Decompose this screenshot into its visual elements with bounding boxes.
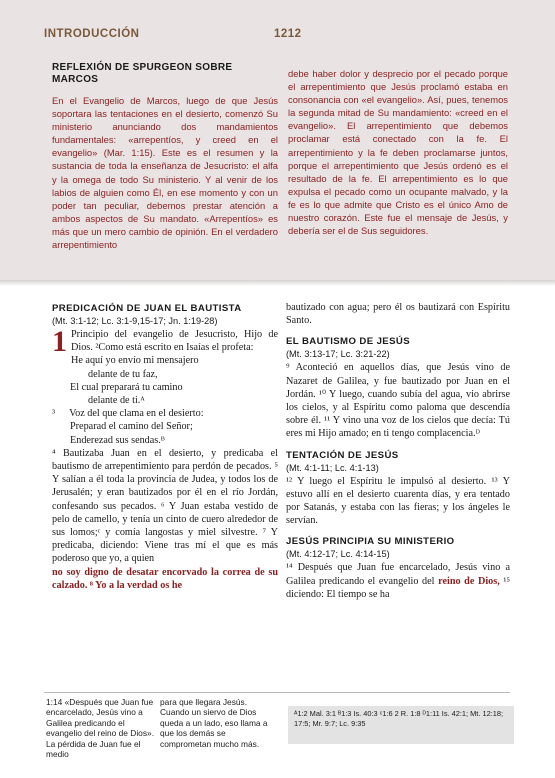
section-title: INTRODUCCIÓN: [44, 28, 140, 40]
study-note-cont: para que llegara Jesús. Cuando un siervo de Dios queda a un lado, eso llama a que los demás se comprometan mucho más.: [160, 697, 268, 749]
quote-line: He aquí yo envío mi mensajero: [71, 355, 199, 367]
chapter-number: 1: [52, 325, 67, 358]
verse-9: ⁹ Aconteció en aquellos días, que Jesús vino de Nazaret de Galilea, y fue bautizado por Juan en el Jordán. ¹⁰ Y luego, cuando subía del agua, vio abrirse los cielos, y al Espíritu como paloma que descendía sobre él. ¹¹ Y vino una voz de los cielos que decía: Tú eres mi Hijo amado; en ti tengo complacencia.ᴰ: [286, 362, 510, 440]
verse-4: ⁴ Bautizaba Juan en el desierto, y predicaba el bautismo de arrepentimiento para perdón de pecados. ⁵ Y salían a él toda la provincia de Judea, y todos los de Jerusalén; y eran bautizados por él en el río Jordán, confesando sus pecados. ⁶ Y Juan estaba vestido de pelo de camello, y tenía un cinto de cuero alrededor de sus lomos;ᶜ y comía langostas y miel silvestre. ⁷ Y predicaba, diciendo: Viene tras mí el que es más poderoso que yo, a quien: [52, 447, 278, 565]
section-heading: JESÚS PRINCIPIA SU MINISTERIO: [286, 536, 455, 548]
quote-line: Enderezad sus sendas.ᴮ: [70, 434, 165, 446]
cross-references: ᴬ1:2 Mal. 3:1 ᴮ1:3 Is. 40:3 ᶜ1:6 2 R. 1:8 ᴰ1:11 Is. 42:1; Mt. 12:18; 17:5; Mr. 9:7; Lc. 9:35: [288, 706, 514, 744]
right-column: [286, 301, 510, 601]
study-note: 1:14 «Después que Juan fue encarcelado, Jesús vino a Galilea predicando el evangelio del reino de Dios». La pérdida de Juan fue el medio: [46, 697, 155, 760]
section-heading: EL BAUTISMO DE JESÚS: [286, 336, 411, 348]
section-refs: (Mt. 4:1-11; Lc. 4:1-13): [286, 462, 379, 473]
verse-1: 1 Principio del evangelio de Jesucristo, Hijo de Dios. ²Como está escrito en Isaías el profeta:: [52, 325, 278, 358]
section-refs: (Mt. 3:13-17; Lc. 3:21-22): [286, 349, 390, 360]
quote-line: El cual preparará tu camino: [70, 381, 183, 393]
intro-left-column: [52, 62, 278, 251]
section-refs: (Mt. 4:12-17; Lc. 4:14-15): [286, 549, 390, 560]
verse-12: ¹² Y luego el Espíritu le impulsó al desierto. ¹³ Y estuvo allí en el desierto cuarenta días, y era tentado por Satanás, y estaba con las fieras; y los ángeles le servían.: [286, 475, 510, 527]
intro-right-text: debe haber dolor y desprecio por el pecado porque el arrepentimiento que Jesús proclamó estaba en consonancia con «el evangelio». Así, pues, tenemos la segunda mitad de Su mandamiento: «creed en el evangelio». El arrepentimiento que debemos proclamar está conectado con la fe. El arrepentimiento y la fe deben proclamarse juntos, porque el arrepentimiento que Jesús ordenó es el resultado de la fe. El arrepentimiento es lo que expulsa el pecado como un ocupante malvado, y la fe es lo que admite que Cristo es el único Amo de nuestro corazón. Este fue el mensaje de Jesús, y debería ser el de Sus seguidores.: [288, 68, 508, 237]
quote-line: delante de tu faz,: [88, 368, 158, 380]
verse-7-highlight: no soy digno de desatar encorvado la correa de su calzado. ⁸ Yo a la verdad os he: [52, 566, 278, 591]
page-number: 1212: [274, 28, 302, 40]
section-refs: (Mt. 3:1-12; Lc. 3:1-9,15-17; Jn. 1:19-28): [52, 316, 218, 326]
intro-right-column: [288, 67, 508, 237]
verse-8-cont: bautizado con agua; pero él os bautizará con Espíritu Santo.: [286, 302, 510, 327]
quote-line: delante de ti.ᴬ: [88, 395, 145, 407]
section-heading: PREDICACIÓN DE JUAN EL BAUTISTA: [52, 303, 242, 314]
panel-divider: [0, 280, 555, 286]
verse-14: ¹⁴ Después que Juan fue encarcelado, Jesús vino a Galilea predicando el evangelio del reino de Dios, ¹⁵ diciendo: El tiempo se ha: [286, 562, 510, 600]
quote-line: Preparad el camino del Señor;: [70, 421, 193, 433]
intro-title: REFLEXIÓN DE SPURGEON SOBRE MARCOS: [52, 62, 233, 85]
footnote-rule: [44, 692, 510, 693]
intro-left-text: En el Evangelio de Marcos, luego de que Jesús soportara las tentaciones en el desierto, comenzó Su ministerio anunciando dos mandamientos fundamentales: «arrepentíos, y creed en el evangelio» (Mar. 1:15). Este es el resumen y la sustancia de toda la enseñanza de Jesucristo: el alfa y la omega de todo Su ministerio. Y al venir de los labios de alguien como Él, en ese momento y con un poder tan peculiar, debemos prestar atención a ambos aspectos de Su mandato. «Arrepentíos» es más que un mero cambio de opinión. En el verdadero arrepentimiento: [52, 95, 278, 251]
running-head: [44, 28, 514, 40]
section-heading: TENTACIÓN DE JESÚS: [286, 449, 399, 461]
quote-line: ³ Voz del que clama en el desierto:: [52, 408, 204, 420]
left-column: [52, 303, 278, 592]
